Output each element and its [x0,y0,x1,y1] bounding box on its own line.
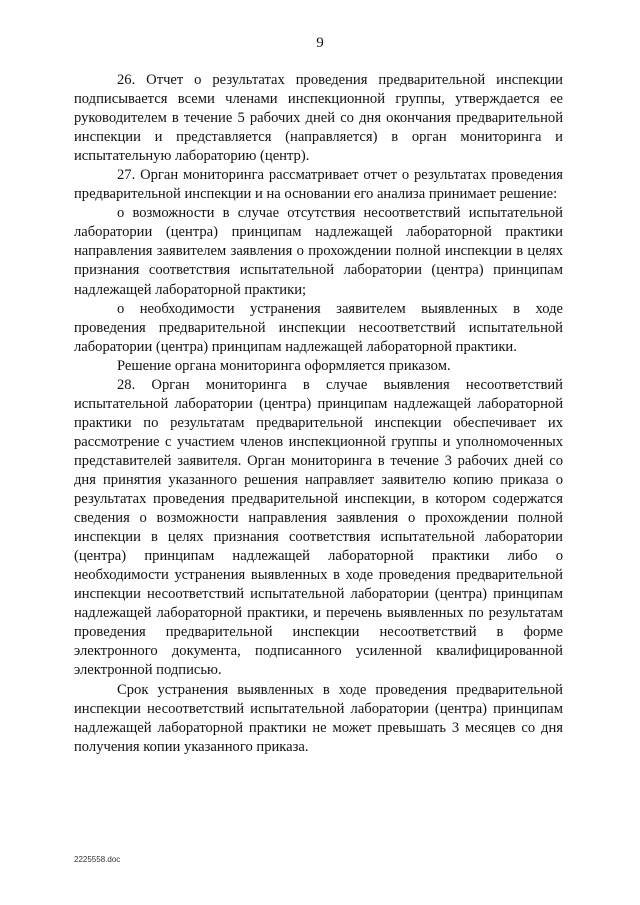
document-body [74,71,563,757]
paragraph-27-option-2: о необходимости устранения заявителем выявленных в ходе проведения предварительной инспекции несоответствий испытательной лаборатории (центра) принципам надлежащей лабораторной практики. [74,300,563,355]
paragraph-27-option-1: о возможности в случае отсутствия несоответствий испытательной лаборатории (центра) принципам надлежащей лабораторной практики направления заявителем заявления о прохождении полной инспекции в целях признания соответствия испытательной лаборатории (центра) принципам надлежащей лабораторной практики; [74,205,563,298]
page-number: 9 [316,35,324,51]
paragraph-28-deadline: Срок устранения выявленных в ходе проведения предварительной инспекции несоответствий испытательной лаборатории (центра) принципам надлежащей лабораторной практики не может превышать 3 месяцев со дня получения копии указанного приказа. [74,681,563,755]
paragraph-27-decision-note: Решение органа мониторинга оформляется приказом. [117,357,451,374]
paragraph-27: 27. Орган мониторинга рассматривает отчет о результатах проведения предварительной инспекции и на основании его анализа принимает решение: [74,167,563,203]
footer-document-code: 2225558.doc [74,855,121,864]
paragraph-28: 28. Орган мониторинга в случае выявления несоответствий испытательной лаборатории (центра) принципам надлежащей лабораторной практики по результатам предварительной инспекции обеспечивает их рассмотрение с участием членов инспекционной группы и уполномоченных представителей заявителя. Орган мониторинга в течение 3 рабочих дней со дня принятия указанного решения направляет заявителю копию приказа о результатах проведения предварительной инспекции, в котором содержатся сведения о возможности направления заявления о прохождении полной инспекции в целях признания соответствия испытательной лаборатории (центра) принципам надлежащей лабораторной практики либо о необходимости устранения выявленных в ходе проведения предварительной инспекции несоответствий испытательной лаборатории (центра) принципам надлежащей лабораторной практики, и перечень выявленных по результатам проведения предварительной инспекции несоответствий в форме электронного документа, подписанного усиленной квалифицированной электронной подписью. [74,376,563,679]
paragraph-26: 26. Отчет о результатах проведения предварительной инспекции подписывается всеми членами инспекционной группы, утверждается ее руководителем в течение 5 рабочих дней со дня окончания предварительной инспекции и представляется (направляется) в орган мониторинга и испытательную лабораторию (центр). [74,72,563,165]
